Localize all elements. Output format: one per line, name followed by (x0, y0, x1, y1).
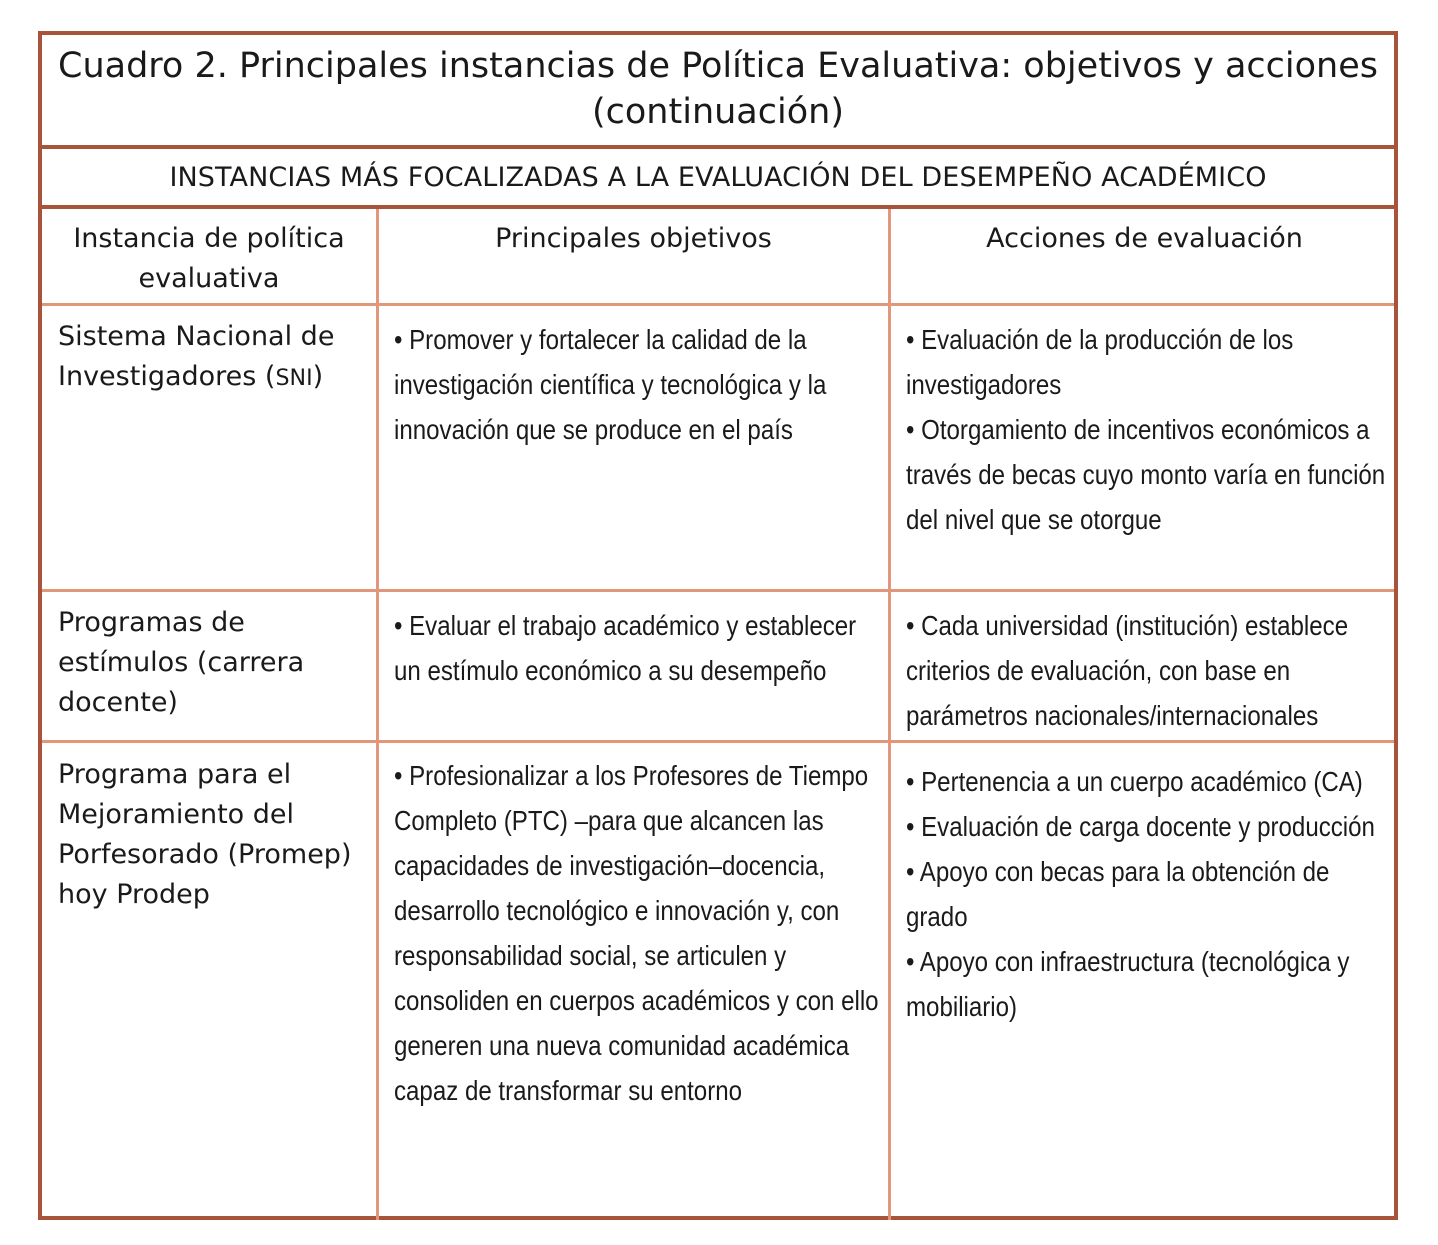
list-item: • Profesionalizar a los Profesores de Tiempo Completo (PTC) –para que alcancen las capacidades de investigación–docencia, desarrollo tecnológico e innovación y, con responsabilidad social, se articulen y consoliden en cuerpos académicos y con ello generen una nueva comunidad académica capaz de transformar su entorno (394, 760, 879, 1106)
list-item: • Pertenencia a un cuerpo académico (CA) (906, 766, 1363, 797)
list-item: • Evaluación de la producción de los investigadores (906, 324, 1294, 400)
row-3-instancia: Programa para el Mejoramiento del Porfesorado (Promep) hoy Prodep (58, 759, 352, 910)
table-title-line-1: Cuadro 2. Principales instancias de Política Evaluativa: objetivos y acciones (58, 46, 1378, 86)
table-title-line-2: (continuación) (592, 92, 844, 132)
row-1-objetivos (394, 317, 882, 452)
list-item: • Evaluación de carga docente y producción (906, 811, 1375, 842)
divider (42, 589, 1394, 592)
list-item: • Evaluar el trabajo académico y establecer un estímulo económico a su desempeño (394, 610, 857, 686)
policy-table (38, 31, 1398, 1220)
divider (42, 303, 1394, 306)
list-item: • Apoyo con infraestructura (tecnológica y mobiliario) (906, 946, 1350, 1022)
row-2-instancia: Programas de estímulos (carrera docente) (58, 607, 305, 718)
divider (42, 740, 1394, 743)
row-3-acciones (906, 759, 1394, 1029)
row-2-objetivos (394, 603, 882, 693)
column-divider (888, 209, 891, 1220)
acronym-sni: SNI (275, 365, 313, 391)
list-item: • Promover y fortalecer la calidad de la investigación científica y tecnológica y la innovación que se produce en el país (394, 324, 827, 445)
column-header-instancia: Instancia de política evaluativa (73, 223, 345, 294)
list-item: • Otorgamiento de incentivos económicos a través de becas cuyo monto varía en función del nivel que se otorgue (906, 414, 1386, 535)
section-heading: INSTANCIAS MÁS FOCALIZADAS A LA EVALUACIÓN DEL DESEMPEÑO ACADÉMICO (169, 162, 1267, 193)
row-3-objetivos (394, 753, 882, 1113)
column-header-acciones: Acciones de evaluación (986, 223, 1303, 254)
list-item: • Apoyo con becas para la obtención de grado (906, 856, 1330, 932)
row-1-instancia: Sistema Nacional de Investigadores (SNI) (58, 321, 335, 392)
list-item: • Cada universidad (institución) establece criterios de evaluación, con base en parámetros nacionales/internacionales (906, 610, 1349, 731)
table-title (42, 43, 1394, 135)
column-header-objetivos: Principales objetivos (495, 223, 772, 254)
row-2-acciones (906, 603, 1394, 738)
column-divider (376, 209, 379, 1220)
divider (42, 205, 1394, 209)
row-1-acciones (906, 317, 1394, 542)
divider (42, 145, 1394, 149)
